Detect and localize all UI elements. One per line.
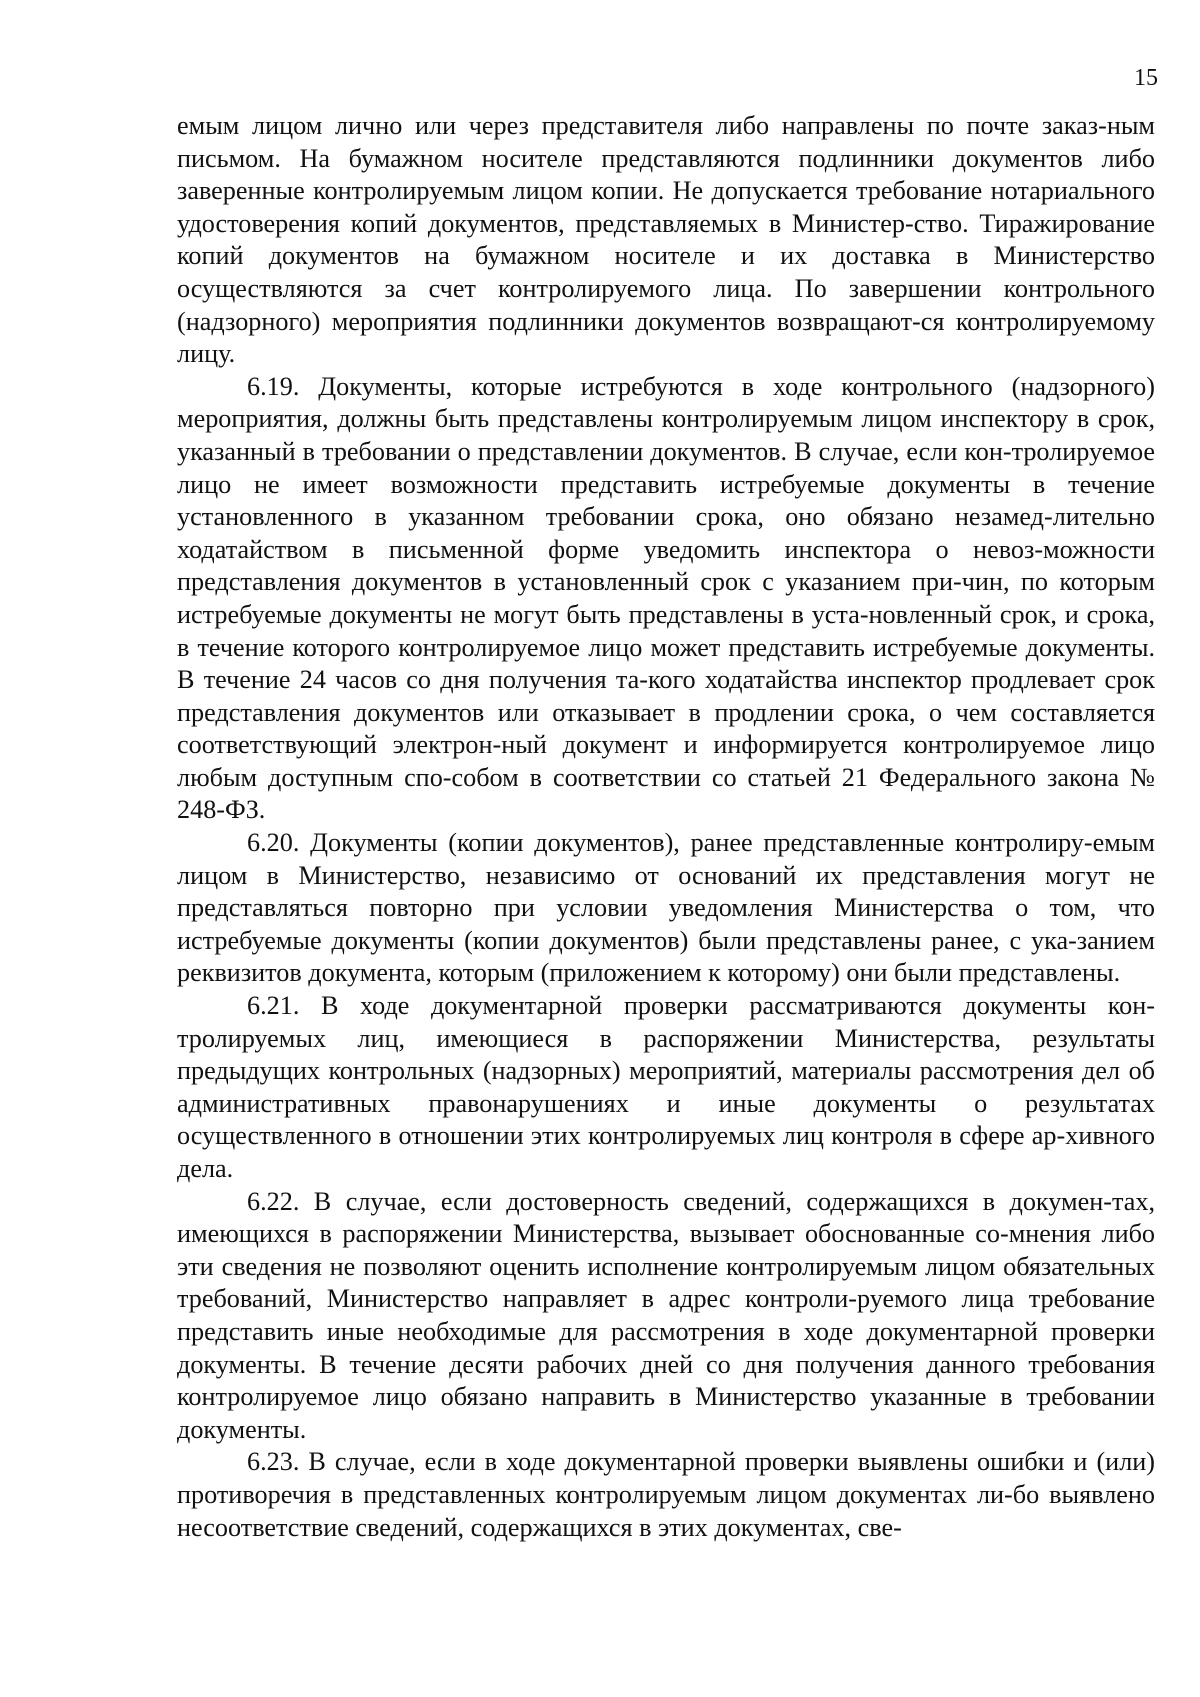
document-body [177,110,1155,1544]
page-number: 15 [1134,65,1158,91]
paragraph-6-22: 6.22. В случае, если достоверность сведений, содержащихся в докумен-тах, имеющихся в распоряжении Министерства, вызывает обоснованные со-мнения либо эти сведения не позволяют оценить исполнение контролируемым лицом обязательных требований, Министерство направляет в адрес контроли-руемого лица требование представить иные необходимые для рассмотрения в ходе документарной проверки документы. В течение десяти рабочих дней со дня получения данного требования контролируемое лицо обязано направить в Министерство указанные в требовании документы. [177,1186,1155,1444]
paragraph-continuation: емым лицом лично или через представителя либо направлены по почте заказ-ным письмом. На бумажном носителе представляются подлинники документов либо заверенные контролируемым лицом копии. Не допускается требование нотариального удостоверения копий документов, представляемых в Министер-ство. Тиражирование копий документов на бумажном носителе и их доставка в Министерство осуществляются за счет контролируемого лица. По завершении контрольного (надзорного) мероприятия подлинники документов возвращают-ся контролируемому лицу. [177,111,1155,369]
paragraph-6-19: 6.19. Документы, которые истребуются в ходе контрольного (надзорного) мероприятия, должны быть представлены контролируемым лицом инспектору в срок, указанный в требовании о представлении документов. В случае, если кон-тролируемое лицо не имеет возможности представить истребуемые документы в течение установленного в указанном требовании срока, оно обязано незамед-лительно ходатайством в письменной форме уведомить инспектора о невоз-можности представления документов в установленный срок с указанием при-чин, по которым истребуемые документы не могут быть представлены в уста-новленный срок, и срока, в течение которого контролируемое лицо может представить истребуемые документы. В течение 24 часов со дня получения та-кого ходатайства инспектор продлевает срок представления документов или отказывает в продлении срока, о чем составляется соответствующий электрон-ный документ и информируется контролируемое лицо любым доступным спо-собом в соответствии со статьей 21 Федерального закона № 248-ФЗ. [177,371,1155,825]
paragraph-6-20: 6.20. Документы (копии документов), ранее представленные контролиру-емым лицом в Министерство, независимо от оснований их представления могут не представляться повторно при условии уведомления Министерства о том, что истребуемые документы (копии документов) были представлены ранее, с ука-занием реквизитов документа, которым (приложением к которому) они были представлены. [177,828,1155,988]
paragraph-6-21: 6.21. В ходе документарной проверки рассматриваются документы кон-тролируемых лиц, имеющиеся в распоряжении Министерства, результаты предыдущих контрольных (надзорных) мероприятий, материалы рассмотрения дел об административных правонарушениях и иные документы о результатах осуществленного в отношении этих контролируемых лиц контроля в сфере ар-хивного дела. [177,991,1155,1183]
paragraph-6-23: 6.23. В случае, если в ходе документарной проверки выявлены ошибки и (или) противоречия в представленных контролируемым лицом документах ли-бо выявлено несоответствие сведений, содержащихся в этих документах, све- [177,1447,1155,1542]
